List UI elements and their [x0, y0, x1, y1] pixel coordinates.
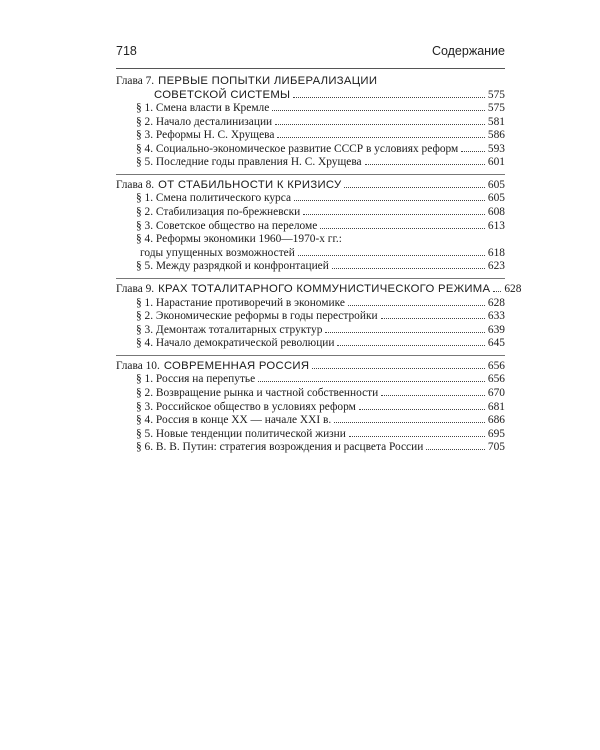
section-entry [116, 143, 505, 157]
leader-dots [334, 422, 485, 423]
section-entry [116, 428, 505, 442]
section-page: 618 [487, 246, 505, 259]
section-entry [116, 129, 505, 143]
leader-dots [426, 449, 485, 450]
chapter-title: ПЕРВЫЕ ПОПЫТКИ ЛИБЕРАЛИЗАЦИИ [158, 75, 378, 87]
chapter-entry [116, 283, 522, 351]
section-title: § 5. Между разрядкой и конфронтацией [136, 260, 329, 273]
section-title: § 4. Реформы экономики 1960—1970-х гг.: [136, 233, 342, 246]
section-page: 581 [487, 115, 505, 128]
leader-dots [337, 345, 484, 346]
section-title: § 1. Россия на перепутье [136, 373, 256, 386]
section-title: § 6. В. В. Путин: стратегия возрождения и расцвета России [136, 441, 424, 454]
page-number: 718 [116, 44, 137, 58]
section-title: § 3. Советское общество на переломе [136, 219, 318, 232]
section-entry [116, 373, 505, 387]
chapter-heading-line [116, 75, 505, 89]
table-of-contents [116, 75, 522, 458]
section-title: § 2. Возвращение рынка и частной собственности [136, 387, 379, 399]
leader-dots [493, 291, 501, 292]
chapter-page: 656 [487, 359, 505, 372]
header-rule [116, 68, 505, 69]
leader-dots [332, 268, 485, 269]
section-title: § 4. Социально-экономическое развитие СССР в условиях реформ [136, 142, 459, 155]
section-entry [116, 414, 505, 428]
section-page: 681 [487, 400, 505, 413]
section-entry [116, 156, 505, 170]
leader-dots [303, 214, 485, 215]
section-title: § 3. Демонтаж тоталитарных структур [136, 323, 323, 336]
chapter-divider [116, 174, 505, 175]
chapter-number: Глава 9. [116, 283, 155, 296]
section-page: 628 [487, 296, 505, 309]
leader-dots [461, 151, 485, 152]
chapter-page: 575 [487, 88, 505, 101]
section-page: 686 [487, 414, 505, 427]
chapter-number: Глава 7. [116, 75, 155, 87]
section-title: § 1. Смена власти в Кремле [136, 102, 270, 114]
chapter-number: Глава 8. [116, 178, 155, 191]
chapter-number: Глава 10. [116, 359, 160, 372]
section-page: 633 [487, 310, 505, 323]
chapter-heading-line [116, 283, 522, 297]
section-title: § 2. Экономические реформы в годы перестройки [136, 310, 378, 323]
section-page: 601 [487, 156, 505, 169]
section-page: 586 [487, 129, 505, 142]
section-entry [116, 297, 505, 311]
leader-dots [258, 381, 485, 382]
leader-dots [325, 332, 485, 333]
section-entry [116, 220, 505, 234]
leader-dots [359, 409, 485, 410]
leader-dots [349, 436, 485, 437]
section-page: 623 [487, 260, 505, 273]
section-entry [116, 247, 505, 261]
section-page: 656 [487, 373, 505, 386]
section-title: § 3. Реформы Н. С. Хрущева [136, 129, 275, 142]
section-entry [116, 441, 505, 455]
section-entry [116, 206, 505, 220]
page-header [116, 44, 505, 66]
section-page: 670 [487, 387, 505, 399]
section-entry [116, 324, 505, 338]
section-page: 645 [487, 337, 505, 350]
leader-dots [344, 187, 484, 188]
leader-dots [381, 395, 485, 396]
section-title: § 3. Российское общество в условиях реформ [136, 400, 356, 413]
section-entry [116, 310, 505, 324]
leader-dots [293, 97, 485, 98]
chapter-entry [116, 179, 505, 274]
leader-dots [277, 137, 484, 138]
section-entry [116, 401, 505, 415]
chapter-title: СОВЕТСКОЙ СИСТЕМЫ [154, 88, 291, 101]
chapter-title: ОТ СТАБИЛЬНОСТИ К КРИЗИСУ [158, 178, 342, 191]
leader-dots [348, 305, 485, 306]
section-title: § 2. Стабилизация по-брежневски [136, 206, 301, 219]
chapter-divider [116, 278, 505, 279]
chapter-page: 628 [504, 283, 522, 296]
section-page: 605 [487, 192, 505, 205]
chapter-heading-line [116, 89, 505, 103]
section-page: 608 [487, 206, 505, 219]
leader-dots [272, 110, 485, 111]
section-title: § 4. Начало демократической революции [136, 337, 335, 350]
chapter-entry [116, 360, 505, 455]
section-title: § 1. Смена политического курса [136, 192, 292, 205]
section-title: § 1. Нарастание противоречий в экономике [136, 296, 345, 309]
chapter-title: КРАХ ТОТАЛИТАРНОГО КОММУНИСТИЧЕСКОГО РЕЖИМА [158, 283, 491, 296]
chapter-entry [116, 75, 505, 170]
leader-dots [294, 200, 485, 201]
section-page: 613 [487, 219, 505, 232]
chapter-title: СОВРЕМЕННАЯ РОССИЯ [163, 359, 310, 372]
leader-dots [298, 255, 485, 256]
leader-dots [381, 318, 485, 319]
section-entry [116, 192, 505, 206]
section-entry [116, 233, 505, 247]
section-page: 575 [487, 102, 505, 114]
section-entry [116, 337, 505, 351]
section-entry [116, 116, 505, 130]
section-entry [116, 260, 505, 274]
leader-dots [365, 164, 485, 165]
section-title: § 4. Россия в конце XX — начале XXI в. [136, 414, 332, 427]
chapter-divider [116, 355, 505, 356]
chapter-heading-line [116, 179, 505, 193]
section-entry [116, 102, 505, 116]
section-page: 593 [487, 142, 505, 155]
section-entry [116, 387, 505, 401]
running-title: Содержание [431, 44, 505, 58]
section-page: 639 [487, 323, 505, 336]
chapter-page: 605 [487, 178, 505, 191]
section-title: § 5. Последние годы правления Н. С. Хрущева [136, 156, 362, 169]
section-title: § 2. Начало десталинизации [136, 115, 273, 128]
section-title: годы упущенных возможностей [140, 246, 295, 259]
leader-dots [275, 124, 485, 125]
leader-dots [312, 368, 485, 369]
chapter-heading-line [116, 360, 505, 374]
leader-dots [320, 228, 485, 229]
section-title: § 5. Новые тенденции политической жизни [136, 427, 346, 440]
section-page: 695 [487, 427, 505, 440]
section-page: 705 [487, 441, 505, 454]
